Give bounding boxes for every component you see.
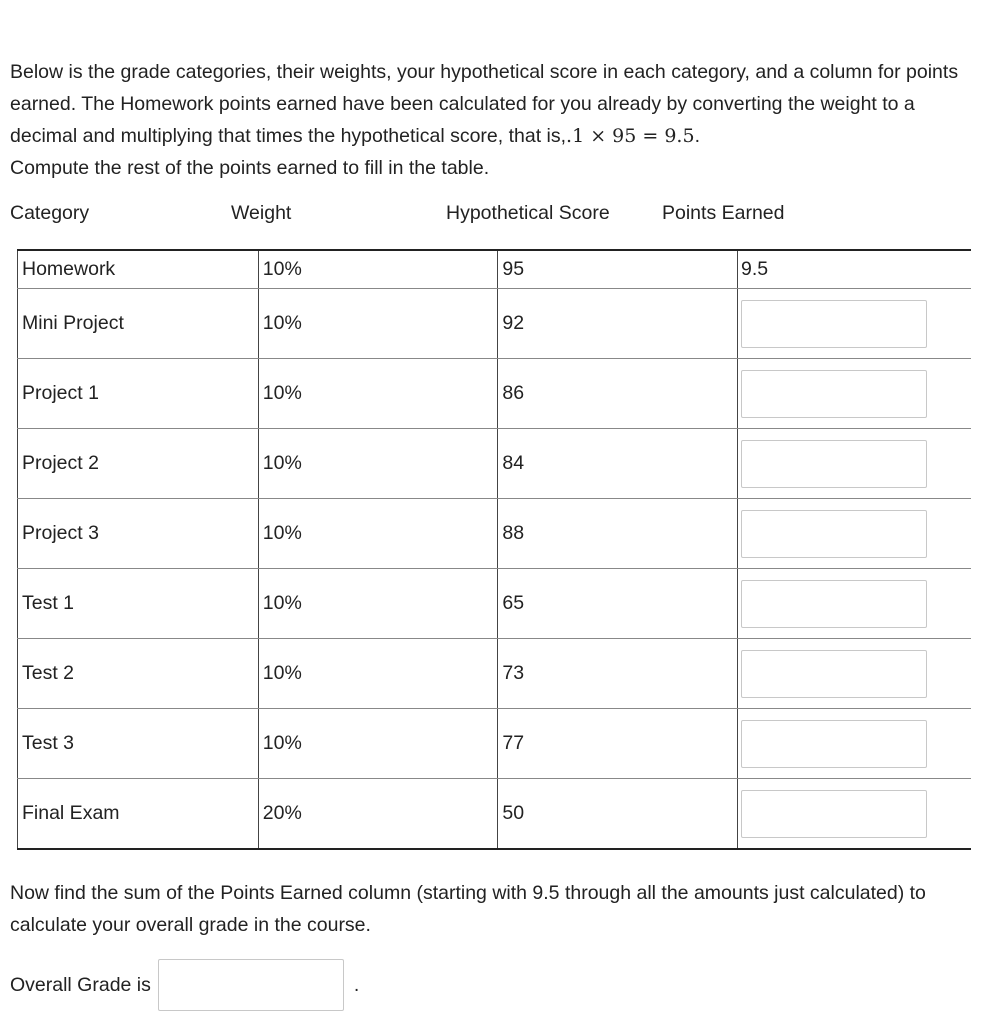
points-input-mini-project[interactable] [741,300,927,348]
category-cell: Project 1 [18,359,259,429]
score-cell: 86 [498,359,738,429]
category-cell: Mini Project [18,289,259,359]
table-row [18,779,972,850]
table-row [18,250,972,289]
score-cell: 92 [498,289,738,359]
overall-grade-label: Overall Grade is [10,973,151,996]
table-row [18,709,972,779]
overall-grade-input[interactable] [158,959,344,1011]
points-input-project-1[interactable] [741,370,927,418]
category-cell: Test 2 [18,639,259,709]
points-cell [738,289,971,359]
homework-formula: .1 × 95 = 9.5 [566,125,695,147]
instructions [10,56,975,184]
points-cell [738,359,971,429]
weight-cell: 10% [258,569,498,639]
points-input-test-1[interactable] [741,580,927,628]
score-cell: 65 [498,569,738,639]
category-cell: Homework [18,250,259,289]
header-hypothetical-score: Hypothetical Score [446,202,610,224]
weight-cell: 10% [258,359,498,429]
grades-table [17,249,971,850]
weight-cell: 10% [258,250,498,289]
header-points-earned: Points Earned [662,202,785,224]
category-cell: Test 3 [18,709,259,779]
points-input-test-2[interactable] [741,650,927,698]
instructions-period: . [694,125,700,147]
score-cell: 50 [498,779,738,850]
instructions-line-2: Compute the rest of the points earned to fill in the table. [10,157,490,179]
category-cell: Project 3 [18,499,259,569]
points-input-project-3[interactable] [741,510,927,558]
score-cell: 84 [498,429,738,499]
weight-cell: 10% [258,639,498,709]
table-row [18,639,972,709]
points-cell [738,709,971,779]
table-row [18,569,972,639]
weight-cell: 10% [258,499,498,569]
points-input-project-2[interactable] [741,440,927,488]
sum-instructions: Now find the sum of the Points Earned column (starting with 9.5 through all the amounts just calculated) to calculate your overall grade in the course. [10,882,926,936]
header-weight: Weight [231,202,292,224]
instructions-text: Below is the grade categories, their weights, your hypothetical score in each category, and a column for points earned. The Homework points earned have been calculated for you already by converting the weight to a decimal and multiplying that times the hypothetical score, that is, [10,61,959,147]
header-category: Category [10,202,90,224]
category-cell: Test 1 [18,569,259,639]
score-cell: 77 [498,709,738,779]
weight-cell: 10% [258,289,498,359]
weight-cell: 10% [258,429,498,499]
score-cell: 88 [498,499,738,569]
table-header [0,202,983,232]
category-cell: Project 2 [18,429,259,499]
points-input-final-exam[interactable] [741,790,927,838]
table-row [18,289,972,359]
weight-cell: 10% [258,709,498,779]
table-row [18,359,972,429]
points-cell [738,569,971,639]
score-cell: 73 [498,639,738,709]
points-cell: 9.5 [738,250,971,289]
points-cell [738,499,971,569]
table-row [18,429,972,499]
category-cell: Final Exam [18,779,259,850]
overall-grade-row [10,959,359,1011]
points-cell [738,429,971,499]
points-cell [738,779,971,850]
overall-grade-period: . [353,973,360,996]
score-cell: 95 [498,250,738,289]
weight-cell: 20% [258,779,498,850]
points-cell [738,639,971,709]
points-input-test-3[interactable] [741,720,927,768]
table-row [18,499,972,569]
